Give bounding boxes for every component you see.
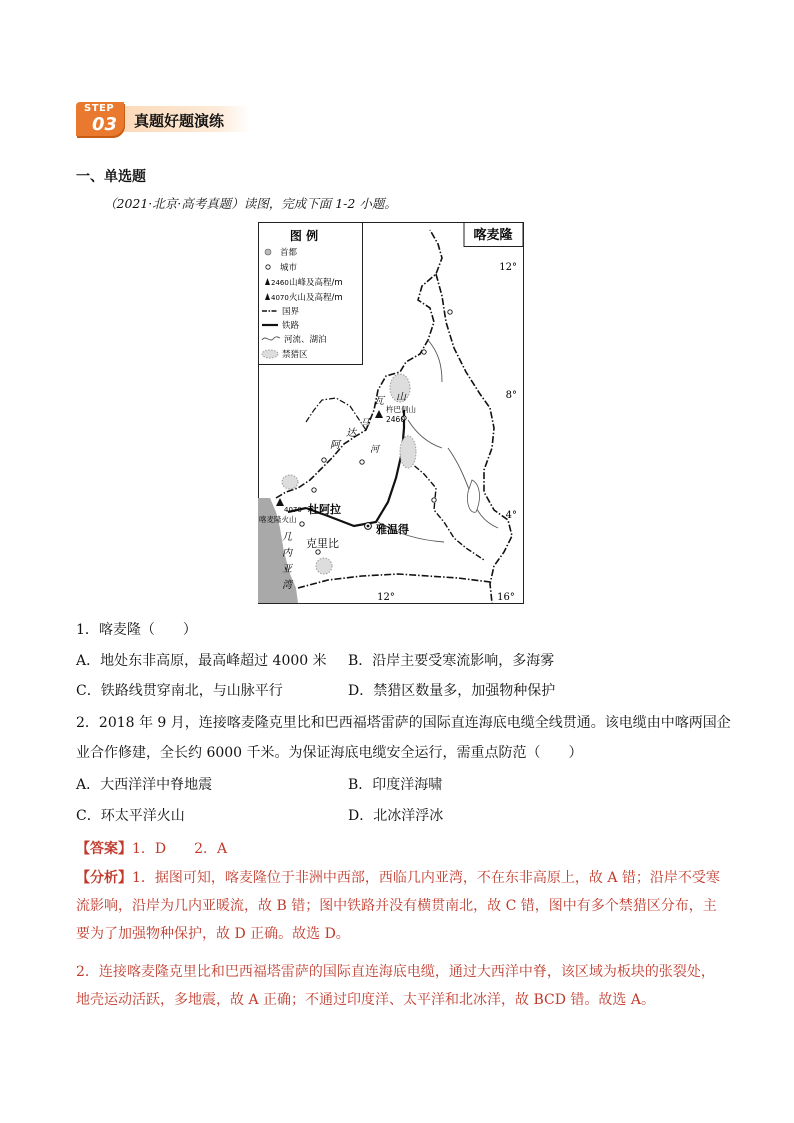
reserve-area-2 <box>400 436 416 468</box>
legend-item-peak: 山峰及高程/m <box>289 278 343 288</box>
question-2-option-d: D．北冰洋浮冰 <box>348 808 444 824</box>
legend-item-reserve: 禁猎区 <box>282 350 308 360</box>
mountain-char-1: 阿 <box>330 440 340 451</box>
lon-label-12: 12° <box>377 592 395 603</box>
reserve-area-4 <box>316 558 332 574</box>
mountain-char-3: 马 <box>360 418 370 429</box>
legend-item-border: 国界 <box>282 307 300 317</box>
yaounde-label: 雅温得 <box>376 523 409 536</box>
capital-icon <box>265 249 271 255</box>
peak-elev-label: 2460 <box>386 415 406 424</box>
legend-volcano-code: 4070 <box>271 294 289 302</box>
question-1-option-d: D．禁猎区数量多，加强物种保护 <box>348 683 556 699</box>
answer-label: 【答案】 <box>76 841 132 857</box>
question-1-stem: 1．喀麦隆（ ） <box>76 622 197 638</box>
lat-label-8: 8° <box>505 390 517 401</box>
city-icon <box>266 265 270 269</box>
question-2-option-b: B．印度洋海啸 <box>348 777 443 793</box>
analysis-label: 【分析】 <box>76 870 132 886</box>
volcano-name-label: 喀麦隆火山 <box>259 515 297 524</box>
question-intro: （2021·北京·高考真题）读图，完成下面 1-2 小题。 <box>104 196 397 211</box>
step-badge <box>76 100 251 136</box>
answer-line <box>76 838 227 858</box>
analysis-text-2: 2．连接喀麦隆克里比和巴西福塔雷萨的国际直连海底电缆，通过大西洋中脊，该区域为板块的张裂处，地壳运动活跃，多地震，故 A 正确；不通过印度洋、太平洋和北冰洋，故 BCD 错。故选 A。 <box>76 964 715 1008</box>
mountain-char-5: 山 <box>396 392 406 403</box>
legend-peak-code: 2460 <box>271 279 289 287</box>
cameroon-map <box>258 222 524 604</box>
question-2-stem-line2: 业合作修建，全长约 6000 千米。为保证海底电缆安全运行，需重点防范（ ） <box>76 745 583 761</box>
step-word: STEP <box>84 103 115 114</box>
douala-label: 杜阿拉 <box>308 503 341 516</box>
river-char-label: 河 <box>370 445 380 455</box>
question-1-option-b: B．沿岸主要受寒流影响，多海雾 <box>348 653 555 669</box>
legend-item-volcano: 火山及高程/m <box>289 293 343 303</box>
step-tab <box>76 102 124 136</box>
gulf-char-2: 内 <box>282 548 292 559</box>
step-number: 03 <box>92 114 118 135</box>
gulf-char-1: 几 <box>282 532 292 543</box>
section-heading: 一、单选题 <box>76 169 146 185</box>
lat-label-4: 4° <box>505 510 517 521</box>
question-2-stem-line1: 2．2018 年 9 月，连接喀麦隆克里比和巴西福塔雷萨的国际直连海底电缆全线贯通。该电缆由中喀两国企 <box>76 715 731 731</box>
gulf-char-4: 湾 <box>282 580 292 591</box>
legend-item-river: 河流、湖泊 <box>284 335 327 345</box>
reserve-area-3 <box>282 475 298 489</box>
analysis-paragraph-2 <box>76 958 726 1014</box>
question-1-option-c: C．铁路线贯穿南北，与山脉平行 <box>76 683 283 699</box>
gulf-char-3: 亚 <box>282 564 292 575</box>
question-2-option-c: C．环太平洋火山 <box>76 808 185 824</box>
legend-item-railway: 铁路 <box>282 321 300 331</box>
volcano-elev-label: 4070 <box>284 506 302 514</box>
question-1-option-a: A．地处东非高原，最高峰超过 4000 米 <box>76 653 327 669</box>
legend-item-capital: 首都 <box>280 248 298 258</box>
analysis-text-1: 1．据图可知，喀麦隆位于非洲中西部，西临几内亚湾，不在东非高原上，故 A 错；沿岸不受寒流影响，沿岸为几内亚暖流，故 B 错；图中铁路并没有横贯南北，故 C 错，图中有多个禁猎区分布，主要为了加强物种保护，故 D 正确。故选 D。 <box>76 870 720 942</box>
reserve-icon <box>262 350 278 358</box>
answer-text: 1．D 2．A <box>132 841 228 857</box>
question-2-option-a: A．大西洋洋中脊地震 <box>76 777 213 793</box>
step-title: 真题好题演练 <box>134 112 225 130</box>
lat-label-12: 12° <box>499 262 517 273</box>
legend-item-city: 城市 <box>280 263 298 273</box>
lon-label-16: 16° <box>497 592 515 603</box>
kribi-label: 克里比 <box>306 537 339 550</box>
country-label: 喀麦隆 <box>473 228 513 243</box>
peak-name-label: 杵巴侗山 <box>386 405 416 414</box>
analysis-paragraph-1 <box>76 864 726 948</box>
map-legend <box>259 223 363 365</box>
mountain-char-4: 瓦 <box>374 396 384 407</box>
legend-title: 图 例 <box>289 229 319 243</box>
mountain-char-2: 达 <box>346 428 356 439</box>
